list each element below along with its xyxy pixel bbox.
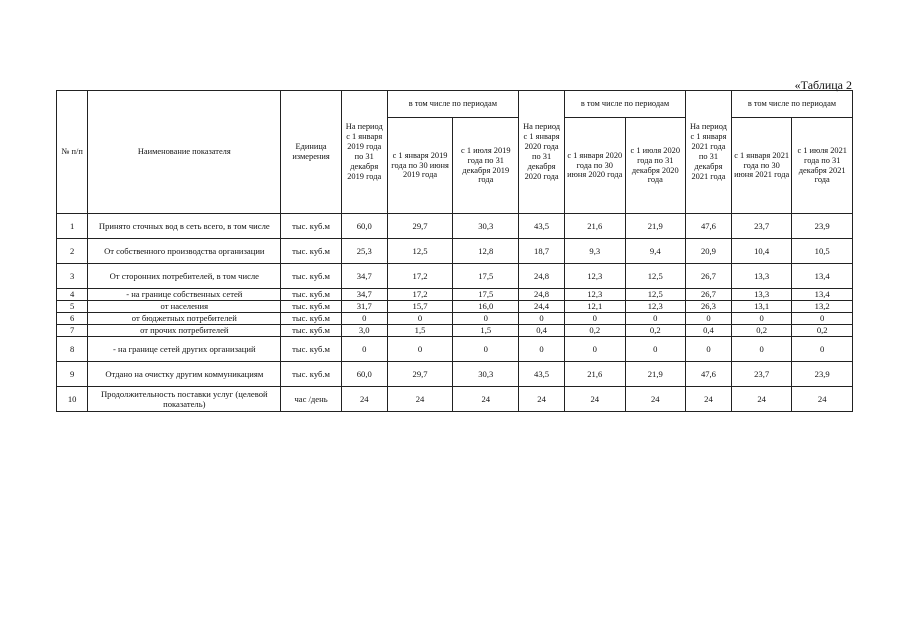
row-unit: тыс. куб.м [281,289,342,301]
table-row [57,387,853,412]
cell-value: 0 [625,313,686,325]
header-h2-2021: с 1 июля 2021 года по 31 декабря 2021 года [792,118,853,214]
cell-value: 0,2 [792,325,853,337]
cell-value: 0,4 [519,325,565,337]
header-h1-2021: с 1 января 2021 года по 30 июня 2021 года [731,118,792,214]
table-row [57,301,853,313]
cell-value: 21,6 [565,214,626,239]
cell-value: 47,6 [686,214,732,239]
table-row [57,337,853,362]
row-unit: тыс. куб.м [281,239,342,264]
cell-value: 12,3 [565,289,626,301]
cell-value: 12,5 [625,264,686,289]
header-h2-2020: с 1 июля 2020 года по 31 декабря 2020 года [625,118,686,214]
cell-value: 0 [686,337,732,362]
cell-value: 1,5 [387,325,453,337]
cell-value: 13,4 [792,264,853,289]
header-period-2019: На период с 1 января 2019 года по 31 декабря 2019 года [341,91,387,214]
row-unit: тыс. куб.м [281,325,342,337]
row-unit: тыс. куб.м [281,301,342,313]
cell-value: 23,9 [792,214,853,239]
header-name: Наименование показателя [88,91,281,214]
cell-value: 24 [792,387,853,412]
cell-value: 0 [731,313,792,325]
header-h1-2019: с 1 января 2019 года по 30 июня 2019 года [387,118,453,214]
cell-value: 21,9 [625,214,686,239]
row-num: 7 [57,325,88,337]
row-name: - на границе собственных сетей [88,289,281,301]
header-num: № п/п [57,91,88,214]
row-name: от прочих потребителей [88,325,281,337]
cell-value: 20,9 [686,239,732,264]
cell-value: 13,2 [792,301,853,313]
cell-value: 23,7 [731,214,792,239]
cell-value: 24 [387,387,453,412]
row-unit: тыс. куб.м [281,362,342,387]
cell-value: 0 [792,313,853,325]
cell-value: 43,5 [519,362,565,387]
cell-value: 0 [519,313,565,325]
cell-value: 29,7 [387,214,453,239]
cell-value: 26,3 [686,301,732,313]
table-row [57,289,853,301]
cell-value: 12,5 [625,289,686,301]
cell-value: 0,2 [731,325,792,337]
cell-value: 23,7 [731,362,792,387]
cell-value: 60,0 [341,362,387,387]
cell-value: 21,9 [625,362,686,387]
row-num: 3 [57,264,88,289]
header-incl-2021: в том числе по периодам [731,91,852,118]
header-h2-2019: с 1 июля 2019 года по 31 декабря 2019 года [453,118,519,214]
cell-value: 17,5 [453,289,519,301]
cell-value: 34,7 [341,264,387,289]
cell-value: 12,3 [625,301,686,313]
cell-value: 43,5 [519,214,565,239]
cell-value: 0 [387,337,453,362]
header-unit: Единица измерения [281,91,342,214]
cell-value: 24 [519,387,565,412]
cell-value: 9,3 [565,239,626,264]
cell-value: 25,3 [341,239,387,264]
cell-value: 0 [453,313,519,325]
row-name: От собственного производства организации [88,239,281,264]
cell-value: 24 [686,387,732,412]
cell-value: 18,7 [519,239,565,264]
table-row [57,325,853,337]
cell-value: 24 [565,387,626,412]
cell-value: 26,7 [686,264,732,289]
cell-value: 24,4 [519,301,565,313]
cell-value: 23,9 [792,362,853,387]
row-name: Продолжительность поставки услуг (целевой показатель) [88,387,281,412]
cell-value: 30,3 [453,214,519,239]
cell-value: 12,8 [453,239,519,264]
cell-value: 24,8 [519,264,565,289]
cell-value: 0 [519,337,565,362]
cell-value: 26,7 [686,289,732,301]
table-row [57,264,853,289]
cell-value: 24,8 [519,289,565,301]
cell-value: 17,2 [387,264,453,289]
cell-value: 31,7 [341,301,387,313]
header-period-2021: На период с 1 января 2021 года по 31 декабря 2021 года [686,91,732,214]
cell-value: 34,7 [341,289,387,301]
row-name: От сторонних потребителей, в том числе [88,264,281,289]
row-num: 4 [57,289,88,301]
cell-value: 0 [453,337,519,362]
header-period-2020: На период с 1 января 2020 года по 31 декабря 2020 года [519,91,565,214]
cell-value: 47,6 [686,362,732,387]
cell-value: 0,4 [686,325,732,337]
row-name: Отдано на очистку другим коммуникациям [88,362,281,387]
cell-value: 24 [731,387,792,412]
cell-value: 0 [625,337,686,362]
cell-value: 0,2 [565,325,626,337]
cell-value: 12,5 [387,239,453,264]
cell-value: 10,5 [792,239,853,264]
row-name: - на границе сетей других организаций [88,337,281,362]
cell-value: 10,4 [731,239,792,264]
cell-value: 60,0 [341,214,387,239]
row-num: 10 [57,387,88,412]
cell-value: 13,1 [731,301,792,313]
cell-value: 24 [453,387,519,412]
cell-value: 3,0 [341,325,387,337]
cell-value: 0,2 [625,325,686,337]
data-table [56,90,853,412]
header-incl-2019: в том числе по периодам [387,91,518,118]
cell-value: 17,5 [453,264,519,289]
row-num: 8 [57,337,88,362]
row-unit: тыс. куб.м [281,264,342,289]
row-unit: тыс. куб.м [281,337,342,362]
cell-value: 9,4 [625,239,686,264]
row-unit: тыс. куб.м [281,214,342,239]
cell-value: 29,7 [387,362,453,387]
row-name: от бюджетных потребителей [88,313,281,325]
header-h1-2020: с 1 января 2020 года по 30 июня 2020 года [565,118,626,214]
cell-value: 0 [686,313,732,325]
cell-value: 21,6 [565,362,626,387]
row-unit: тыс. куб.м [281,313,342,325]
row-num: 1 [57,214,88,239]
row-num: 6 [57,313,88,325]
cell-value: 12,3 [565,264,626,289]
cell-value: 24 [625,387,686,412]
header-incl-2020: в том числе по периодам [565,91,686,118]
cell-value: 13,3 [731,289,792,301]
table-caption: «Таблица 2 [794,78,852,92]
cell-value: 0 [341,337,387,362]
cell-value: 0 [565,337,626,362]
row-unit: час /день [281,387,342,412]
row-name: Принято сточных вод в сеть всего, в том числе [88,214,281,239]
cell-value: 0 [341,313,387,325]
row-num: 5 [57,301,88,313]
row-num: 9 [57,362,88,387]
table-row [57,214,853,239]
cell-value: 30,3 [453,362,519,387]
table-row [57,313,853,325]
cell-value: 13,3 [731,264,792,289]
table-row [57,362,853,387]
cell-value: 0 [792,337,853,362]
cell-value: 0 [565,313,626,325]
cell-value: 12,1 [565,301,626,313]
row-name: от населения [88,301,281,313]
cell-value: 0 [731,337,792,362]
cell-value: 17,2 [387,289,453,301]
cell-value: 16,0 [453,301,519,313]
row-num: 2 [57,239,88,264]
cell-value: 24 [341,387,387,412]
cell-value: 0 [387,313,453,325]
cell-value: 1,5 [453,325,519,337]
cell-value: 15,7 [387,301,453,313]
table-row [57,239,853,264]
cell-value: 13,4 [792,289,853,301]
